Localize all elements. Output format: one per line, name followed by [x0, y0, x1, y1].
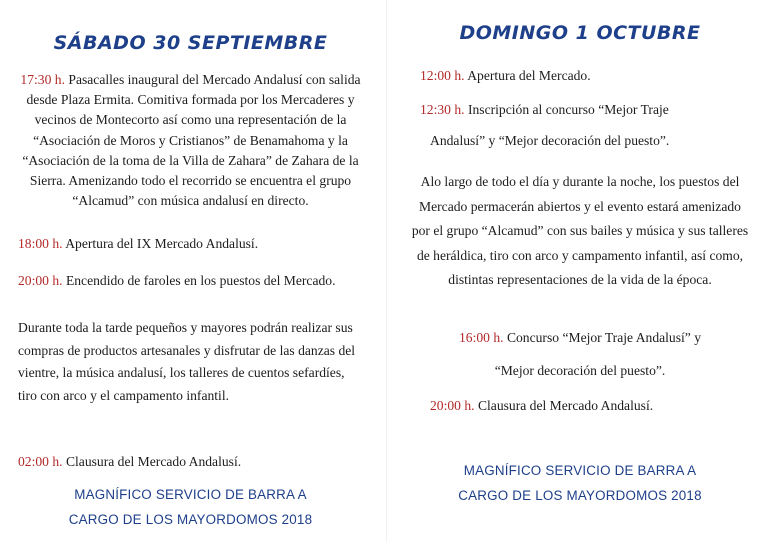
- all-day-paragraph: Alo largo de todo el día y durante la noche, los puestos del Mercado permacerán abiertos y el evento estará amenizado por el grupo “Alcamud” con sus bailes y música y sus talleres de heráldica, tiro con arco y campamento infantil, así como, distintas representaciones de la vida de la época.: [411, 174, 749, 287]
- sunday-column: [410, 0, 750, 542]
- event-time: 20:00 h.: [18, 273, 63, 288]
- event-clausura-sunday: [430, 396, 750, 416]
- event-text: Clausura del Mercado Andalusí.: [474, 398, 654, 413]
- saturday-footer: [18, 482, 363, 532]
- event-faroles: [18, 268, 363, 294]
- event-concurso-cont: “Mejor decoración del puesto”.: [494, 363, 666, 378]
- footer-line: CARGO DE LOS MAYORDOMOS 2018: [458, 488, 702, 503]
- event-apertura-sunday: [420, 66, 750, 86]
- event-text: Concurso “Mejor Traje Andalusí” y: [503, 330, 702, 345]
- event-apertura: [18, 234, 363, 254]
- afternoon-paragraph: Durante toda la tarde pequeños y mayores podrán realizar sus compras de productos artesanales y disfrutar de las danzas del vientre, la música andalusí, los talleres de cuentos sefardíes, tiro con arco y el campamento infantil.: [18, 320, 356, 403]
- saturday-column: [18, 0, 363, 542]
- event-concurso: [410, 328, 750, 348]
- event-text: Apertura del IX Mercado Andalusí.: [62, 236, 259, 251]
- event-time: 18:00 h.: [18, 236, 63, 251]
- event-text: Inscripción al concurso “Mejor Traje: [464, 102, 669, 117]
- event-time: 17:30 h.: [20, 72, 65, 87]
- sunday-title: DOMINGO 1 OCTUBRE: [459, 22, 701, 44]
- event-clausura: [18, 452, 363, 472]
- footer-line: CARGO DE LOS MAYORDOMOS 2018: [68, 512, 313, 527]
- column-divider: [386, 0, 387, 542]
- event-inscripcion-cont: Andalusí” y “Mejor decoración del puesto”.: [430, 133, 670, 148]
- event-time: 12:30 h.: [420, 102, 465, 117]
- event-time: 12:00 h.: [420, 68, 465, 83]
- event-text: Apertura del Mercado.: [464, 68, 591, 83]
- footer-line: MAGNÍFICO SERVICIO DE BARRA A: [74, 487, 307, 502]
- sunday-footer: [410, 458, 750, 508]
- event-text: Clausura del Mercado Andalusí.: [62, 454, 242, 469]
- event-time: 20:00 h.: [430, 398, 475, 413]
- event-text: Pasacalles inaugural del Mercado Andalusí con salida desde Plaza Ermita. Comitiva formada por los Mercaderes y vecinos de Montecorto así como una representación de la “Asociación de Moros y Cristianos” de Benamahoma y la “Asociación de la toma de la Villa de Zahara” de Zahara de la Sierra. Amenizando todo el recorrido se encuentra el grupo “Alcamud” con música andalusí en directo.: [22, 72, 361, 209]
- event-time: 16:00 h.: [458, 330, 504, 345]
- event-time: 02:00 h.: [18, 454, 63, 469]
- event-inscripcion: [420, 100, 750, 120]
- saturday-title: SÁBADO 30 SEPTIEMBRE: [53, 32, 328, 54]
- event-text: Encendido de faroles en los puestos del Mercado.: [62, 273, 336, 288]
- event-pasacalles: [18, 70, 363, 211]
- footer-line: MAGNÍFICO SERVICIO DE BARRA A: [463, 463, 697, 478]
